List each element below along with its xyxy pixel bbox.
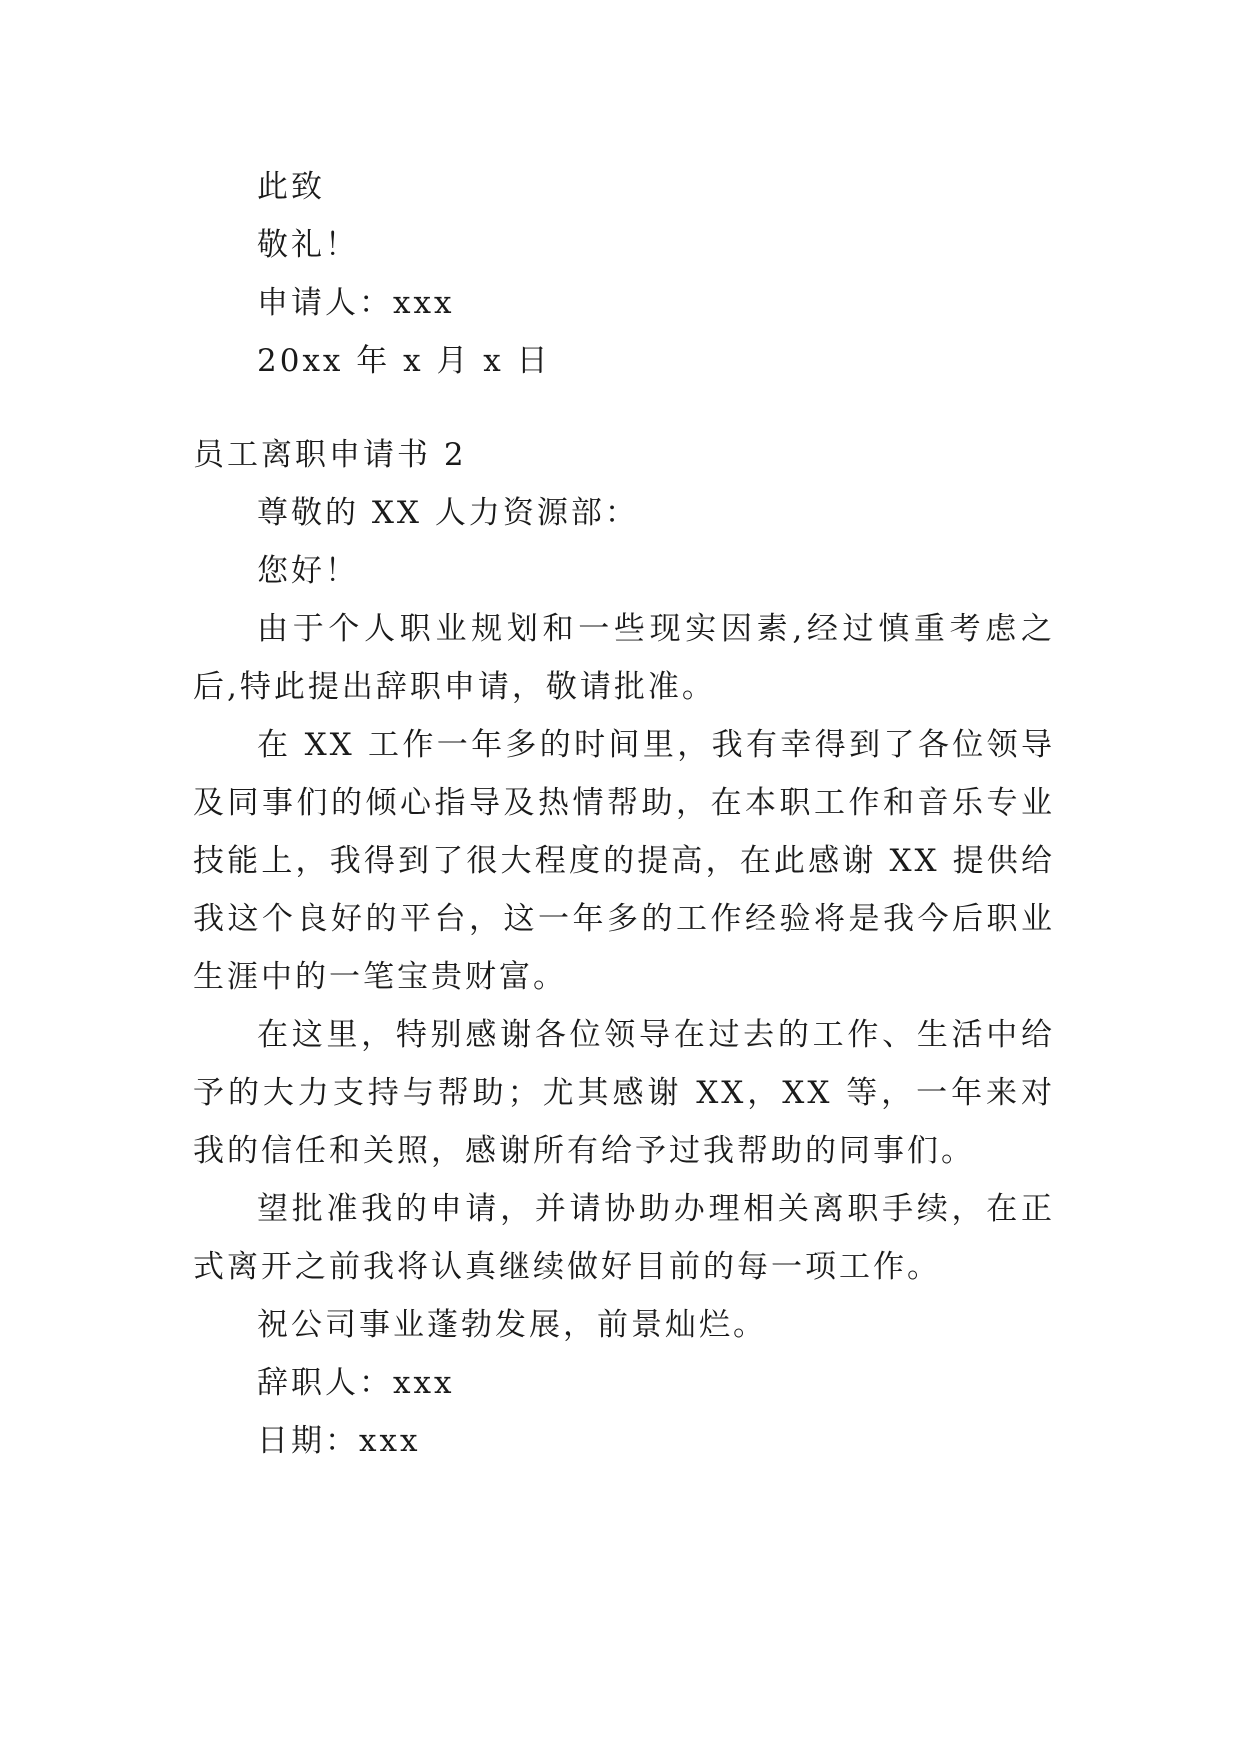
- closing-regards: 敬礼！: [257, 227, 359, 263]
- document-body: [193, 158, 1055, 1470]
- paragraph-gratitude-work: 在 XX 工作一年多的时间里，我有幸得到了各位领导及同事们的倾心指导及热情帮助，在本职工作和音乐专业技能上，我得到了很大程度的提高，在此感谢 XX 提供给我这个良好的平台，这一年多的工作经验将是我今后职业生涯中的一笔宝贵财富。: [193, 727, 1055, 995]
- paragraph-thanks-leaders: 在这里，特别感谢各位领导在过去的工作、生活中给予的大力支持与帮助；尤其感谢 XX，XX 等，一年来对我的信任和关照，感谢所有给予过我帮助的同事们。: [193, 1017, 1055, 1169]
- wishes: 祝公司事业蓬勃发展，前景灿烂。: [257, 1307, 767, 1343]
- resignation-date: 日期：xxx: [257, 1423, 421, 1459]
- paragraph-reason: 由于个人职业规划和一些现实因素,经过慎重考虑之后,特此提出辞职申请，敬请批准。: [193, 611, 1055, 705]
- applicant-signature: 申请人：xxx: [257, 285, 455, 321]
- section-title: 员工离职申请书 2: [193, 437, 467, 473]
- addressee: 尊敬的 XX 人力资源部：: [257, 495, 639, 531]
- letter-date: 20xx 年 x 月 x 日: [257, 343, 551, 379]
- greeting: 您好！: [257, 553, 359, 589]
- closing-salutation: 此致: [257, 169, 325, 205]
- section-gap: [193, 390, 1055, 426]
- paragraph-request: 望批准我的申请，并请协助办理相关离职手续，在正式离开之前我将认真继续做好目前的每一项工作。: [193, 1191, 1055, 1285]
- resigner-signature: 辞职人：xxx: [257, 1365, 455, 1401]
